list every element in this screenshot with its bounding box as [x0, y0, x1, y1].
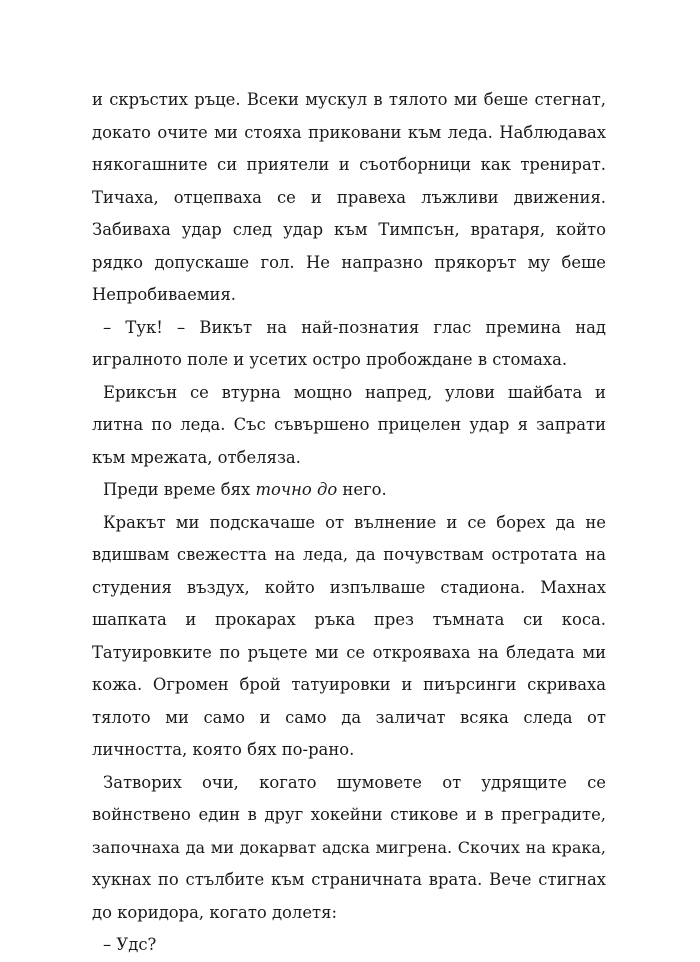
text-line: студения въздух, който изпълваше стадиона. Махнах [92, 577, 606, 597]
text-line: кожа. Огромен брой татуировки и пиърсинги скриваха [92, 675, 606, 694]
text-line: войнствено един в друг хокейни стикове и в преградите, [92, 805, 606, 824]
text-line: личността, която бях по-рано. [92, 740, 355, 759]
paragraph-7 [92, 929, 606, 962]
text-line: – Удс? [103, 935, 157, 954]
text-line: литна по леда. Със съвършено прицелен удар я запрати [92, 415, 606, 434]
text-line: Забиваха удар след удар към Тимпсън, вратаря, който [92, 220, 606, 239]
text-line: до коридора, когато долетя: [92, 902, 337, 922]
text-line: – Тук! – Викът на най-познатия глас премина над [103, 317, 606, 337]
book-page [92, 84, 606, 962]
paragraph-1 [92, 84, 606, 312]
italic-text: точно до [255, 480, 338, 499]
text-line: вдишвам свежестта на леда, да почувствам остротата на [92, 545, 606, 564]
text-line: игралното поле и усетих остро пробождане в стомаха. [92, 350, 568, 369]
text-line: рядко допускаше гол. Не напразно прякорът му беше [92, 252, 606, 272]
text-line: Непробиваемия. [92, 285, 236, 304]
text-line: Татуировките по ръцете ми се открояваха на бледата ми [92, 642, 606, 662]
text-line: и скръстих ръце. Всеки мускул в тялото ми беше стегнат, [92, 90, 606, 109]
text-line: към мрежата, отбеляза. [92, 447, 301, 467]
text-line: Затворих очи, когато шумовете от удрящите се [103, 772, 606, 792]
text-line: Кракът ми подскачаше от вълнение и се борех да не [103, 512, 606, 532]
text-line: Тичаха, отцепваха се и правеха лъжливи движения. [92, 187, 606, 207]
text-run: Преди време бях [103, 480, 256, 499]
text-line: шапката и прокарах ръка през тъмната си коса. [92, 610, 606, 629]
text-line: започнаха да ми докарват адска мигрена. Скочих на крака, [92, 837, 606, 857]
text-line: докато очите ми стояха приковани към леда. Наблюдавах [92, 122, 606, 142]
paragraph-6 [92, 767, 606, 930]
paragraph-2 [92, 312, 606, 377]
text-run: него. [337, 480, 387, 499]
text-line: някогашните си приятели и съотборници как тренират. [92, 155, 606, 174]
paragraph-5 [92, 507, 606, 767]
paragraph-3 [92, 377, 606, 475]
text-line [92, 474, 606, 507]
paragraph-4 [92, 474, 606, 507]
text-line: Ериксън се втурна мощно напред, улови шайбата и [103, 382, 606, 402]
text-line: тялото ми само и само да заличат всяка следа от [92, 707, 606, 727]
text-line: хукнах по стълбите към страничната врата. Вече стигнах [92, 870, 606, 889]
